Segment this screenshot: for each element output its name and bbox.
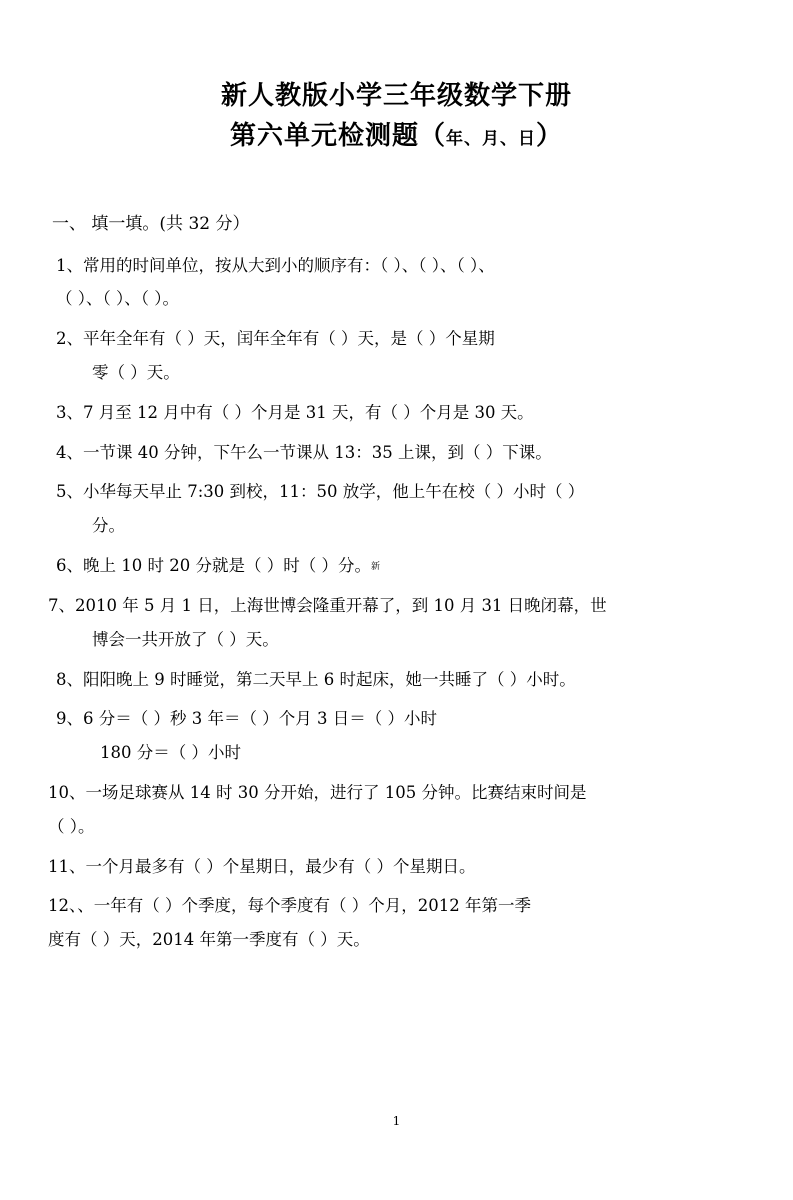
question-line: 4、一节课 40 分钟，下午么一节课从 13：35 上课，到（ ）下课。	[56, 442, 552, 462]
question-item	[48, 702, 745, 770]
title-line-secondary	[48, 118, 745, 156]
worksheet-page	[0, 78, 793, 1200]
question-item	[48, 889, 745, 957]
question-item	[48, 850, 745, 884]
question-line-cont: （ ）。	[48, 816, 95, 836]
title-unit-text: 第六单元检测题（	[229, 120, 446, 151]
question-item	[48, 396, 745, 430]
question-line: 5、小华每天早止 7:30 到校，11：50 放学，他上午在校（ ）小时（ ）	[56, 482, 585, 502]
page-number: 1	[392, 1114, 401, 1128]
question-line: 1、常用的时间单位，按从大到小的顺序有：（ ）、（ ）、（ ）、	[56, 255, 495, 275]
title-unit-tail: ）	[536, 120, 564, 151]
question-item	[48, 776, 745, 844]
question-item	[48, 436, 745, 470]
question-line: 2、平年全年有（ ）天，闰年全年有（ ）天，是（ ）个星期	[56, 329, 495, 349]
question-line-cont: 180 分＝（ ）小时	[100, 743, 241, 763]
question-list	[48, 249, 745, 957]
question-item	[48, 322, 745, 390]
question-item	[48, 475, 745, 543]
question-line-cont: （ ）、（ ）、（ ）。	[56, 289, 179, 309]
title-unit-subject: 年、月、日	[446, 128, 536, 149]
question-line-cont: 博会一共开放了（ ）天。	[92, 629, 279, 649]
question-line-cont: 度有（ ）天，2014 年第一季度有（ ）天。	[48, 930, 370, 950]
question-line: 7、2010 年 5 月 1 日，上海世博会隆重开幕了，到 10 月 31 日晚闭幕，世	[48, 595, 607, 615]
stray-mark: 新	[370, 562, 380, 573]
question-line-cont: 分。	[92, 516, 125, 536]
question-line: 6、晚上 10 时 20 分就是（ ）时（ ）分。	[56, 556, 371, 576]
question-item	[48, 589, 745, 657]
section-heading-fill-in-blanks: 一、 填一填。(共 32 分）	[52, 214, 250, 235]
question-line-cont: 零（ ）天。	[92, 363, 180, 382]
question-item	[48, 249, 745, 317]
document-title	[48, 78, 745, 155]
question-item	[48, 663, 745, 697]
question-line: 3、7 月至 12 月中有（ ）个月是 31 天，有（ ）个月是 30 天。	[56, 402, 534, 422]
question-item	[48, 549, 745, 583]
question-line: 9、6 分＝（ ）秒 3 年＝（ ）个月 3 日＝（ ）小时	[56, 709, 437, 729]
question-line: 11、一个月最多有（ ）个星期日，最少有（ ）个星期日。	[48, 856, 476, 876]
title-line-primary: 新人教版小学三年级数学下册	[220, 81, 572, 111]
question-line: 8、阳阳晚上 9 时睡觉，第二天早上 6 时起床，她一共睡了（ ）小时。	[56, 669, 576, 689]
question-line: 10、一场足球赛从 14 时 30 分开始，进行了 105 分钟。比赛结束时间是	[48, 782, 587, 802]
question-line: 12、、一年有（ ）个季度，每个季度有（ ）个月，2012 年第一季	[48, 896, 531, 916]
